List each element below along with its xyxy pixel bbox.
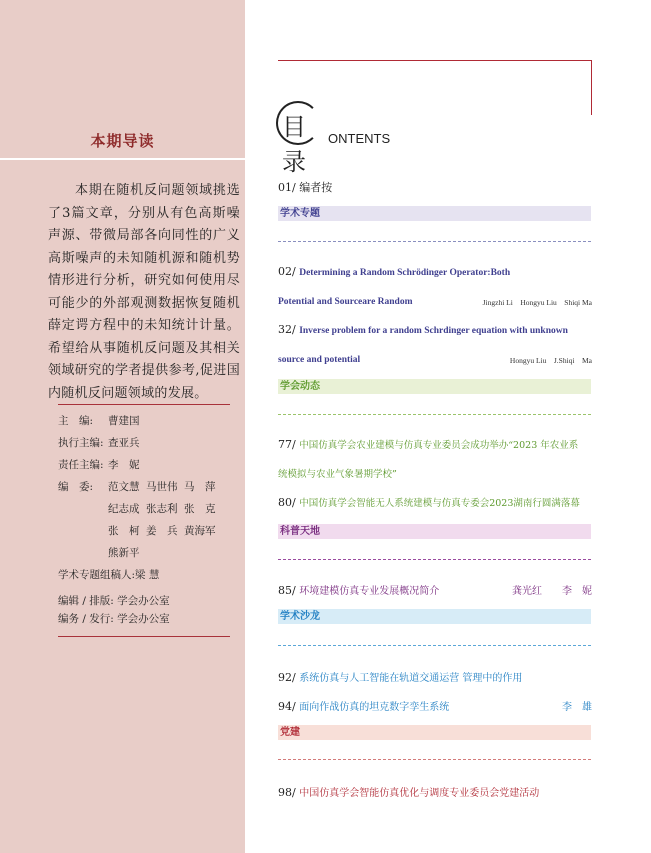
section-divider [278, 645, 591, 646]
board-member: 马 萍 [184, 481, 216, 493]
board-member: 范文慧 [108, 481, 140, 493]
entry-title: Inverse problem for a random Schrdinger equation with unknown [299, 326, 568, 336]
board-member: 张 克 [184, 503, 216, 515]
section-divider [278, 759, 591, 760]
page-number: 32/ [278, 323, 296, 336]
logo-cn: 目录 [282, 113, 305, 176]
toc-entry-01[interactable] [278, 179, 332, 195]
toc-entry-02[interactable] [278, 265, 510, 278]
exec-editor-label: 执行主编: [58, 437, 104, 449]
page-number: 77/ [278, 438, 296, 451]
resp-editor-label: 责任主编: [58, 459, 104, 471]
page-number: 80/ [278, 496, 296, 509]
special-editor: 梁 慧 [135, 569, 160, 581]
board-member: 张志利 [146, 503, 178, 515]
toc-entry-85[interactable] [278, 582, 439, 597]
toc-entry-98[interactable] [278, 784, 539, 799]
toc-entry-02-cont[interactable] [278, 294, 413, 307]
board-member: 姜 兵 [146, 525, 178, 537]
section-divider [278, 559, 591, 560]
toc-entry-92[interactable] [278, 669, 522, 684]
page-number: 85/ [278, 584, 296, 597]
toc-entry-32-cont[interactable] [278, 352, 360, 365]
section-party: 党建 [278, 725, 591, 740]
logo-en: ONTENTS [328, 131, 391, 146]
page-number: 01/ [278, 181, 296, 194]
board-member: 黄海军 [184, 525, 216, 537]
board-row [108, 479, 222, 494]
entry-authors: Jingzhi Li Hongyu Liu Shiqi Ma [482, 298, 592, 307]
frame-right-line [591, 60, 592, 115]
distribution-value: 学会办公室 [117, 613, 170, 625]
entry-title: 中国仿真学会智能仿真优化与调度专业委员会党建活动 [299, 788, 540, 799]
board-member: 纪志成 [108, 503, 140, 515]
toc-entry-94[interactable] [278, 698, 449, 713]
section-science: 科普天地 [278, 524, 591, 539]
page-number: 92/ [278, 671, 296, 684]
issue-intro: 本期在随机反问题领域挑选了3篇文章，分别从有色高斯噪声源、带微局部各向同性的广义高斯噪声的未知随机源和随机势情形进行分析，研究如何使用尽可能少的外部观测数据恢复随机薛定谔方程中的未知统计计量。希望给从事随机反问题及其相关领域研究的学者提供参考,促进国内随机反问题领域的发展。 [48, 183, 240, 401]
staff-top-rule [58, 404, 230, 405]
staff-bottom-rule [58, 636, 230, 637]
entry-title: 中国仿真学会农业建模与仿真专业委员会成功举办“2023 年农业系 [299, 440, 579, 451]
section-news: 学会动态 [278, 379, 591, 394]
layout-label: 编辑 / 排版: [58, 595, 114, 607]
resp-editor: 李 妮 [108, 459, 140, 471]
distribution-label: 编务 / 发行: [58, 613, 114, 625]
toc-entry-32[interactable] [278, 323, 568, 336]
section-salon: 学术沙龙 [278, 609, 591, 624]
section-divider [278, 414, 591, 415]
board-row [108, 545, 146, 560]
entry-title: 编者按 [299, 181, 333, 194]
entry-title: 中国仿真学会智能无人系统建模与仿真专委会2023湖南行圆满落幕 [299, 498, 580, 509]
toc-entry-77[interactable] [278, 437, 578, 451]
board-member: 熊新平 [108, 547, 140, 559]
board-row [108, 523, 222, 538]
entry-authors: Hongyu Liu J.Shiqi Ma [509, 356, 592, 365]
exec-editor: 查亚兵 [108, 437, 140, 449]
page-number: 02/ [278, 265, 296, 278]
entry-title-cont: Potential and Sourceare Random [278, 297, 413, 307]
toc-entry-77-cont[interactable] [278, 466, 397, 480]
sidebar [0, 0, 245, 853]
sidebar-title: 本期导读 [90, 132, 155, 150]
section-academic: 学术专题 [278, 206, 591, 221]
entry-title: 环境建模仿真专业发展概况简介 [299, 586, 440, 597]
page-number: 94/ [278, 700, 296, 713]
special-editor-label: 学术专题组稿人: [58, 569, 136, 581]
sidebar-divider [0, 158, 245, 160]
entry-title: 系统仿真与人工智能在轨道交通运营 管理中的作用 [299, 673, 523, 684]
entry-title-cont: 统模拟与农业气象暑期学校” [278, 469, 397, 480]
entry-title: Determining a Random Schrödinger Operator:Both [299, 268, 511, 278]
toc-entry-80[interactable] [278, 495, 580, 509]
board-member: 马世伟 [146, 481, 178, 493]
entry-authors: 龚光红 李 妮 [512, 586, 592, 597]
layout-value: 学会办公室 [117, 595, 170, 607]
board-member: 张 柯 [108, 525, 140, 537]
board-label: 编 委: [58, 481, 94, 493]
editor-in-chief-label: 主 编: [58, 415, 94, 427]
entry-title: 面向作战仿真的坦克数字孪生系统 [299, 702, 450, 713]
frame-top-line [278, 60, 592, 61]
entry-title-cont: source and potential [278, 355, 361, 365]
editor-in-chief: 曹建国 [108, 415, 140, 427]
entry-authors: 李 雄 [562, 702, 592, 713]
page-number: 98/ [278, 786, 296, 799]
board-row [108, 501, 222, 516]
section-divider [278, 241, 591, 242]
